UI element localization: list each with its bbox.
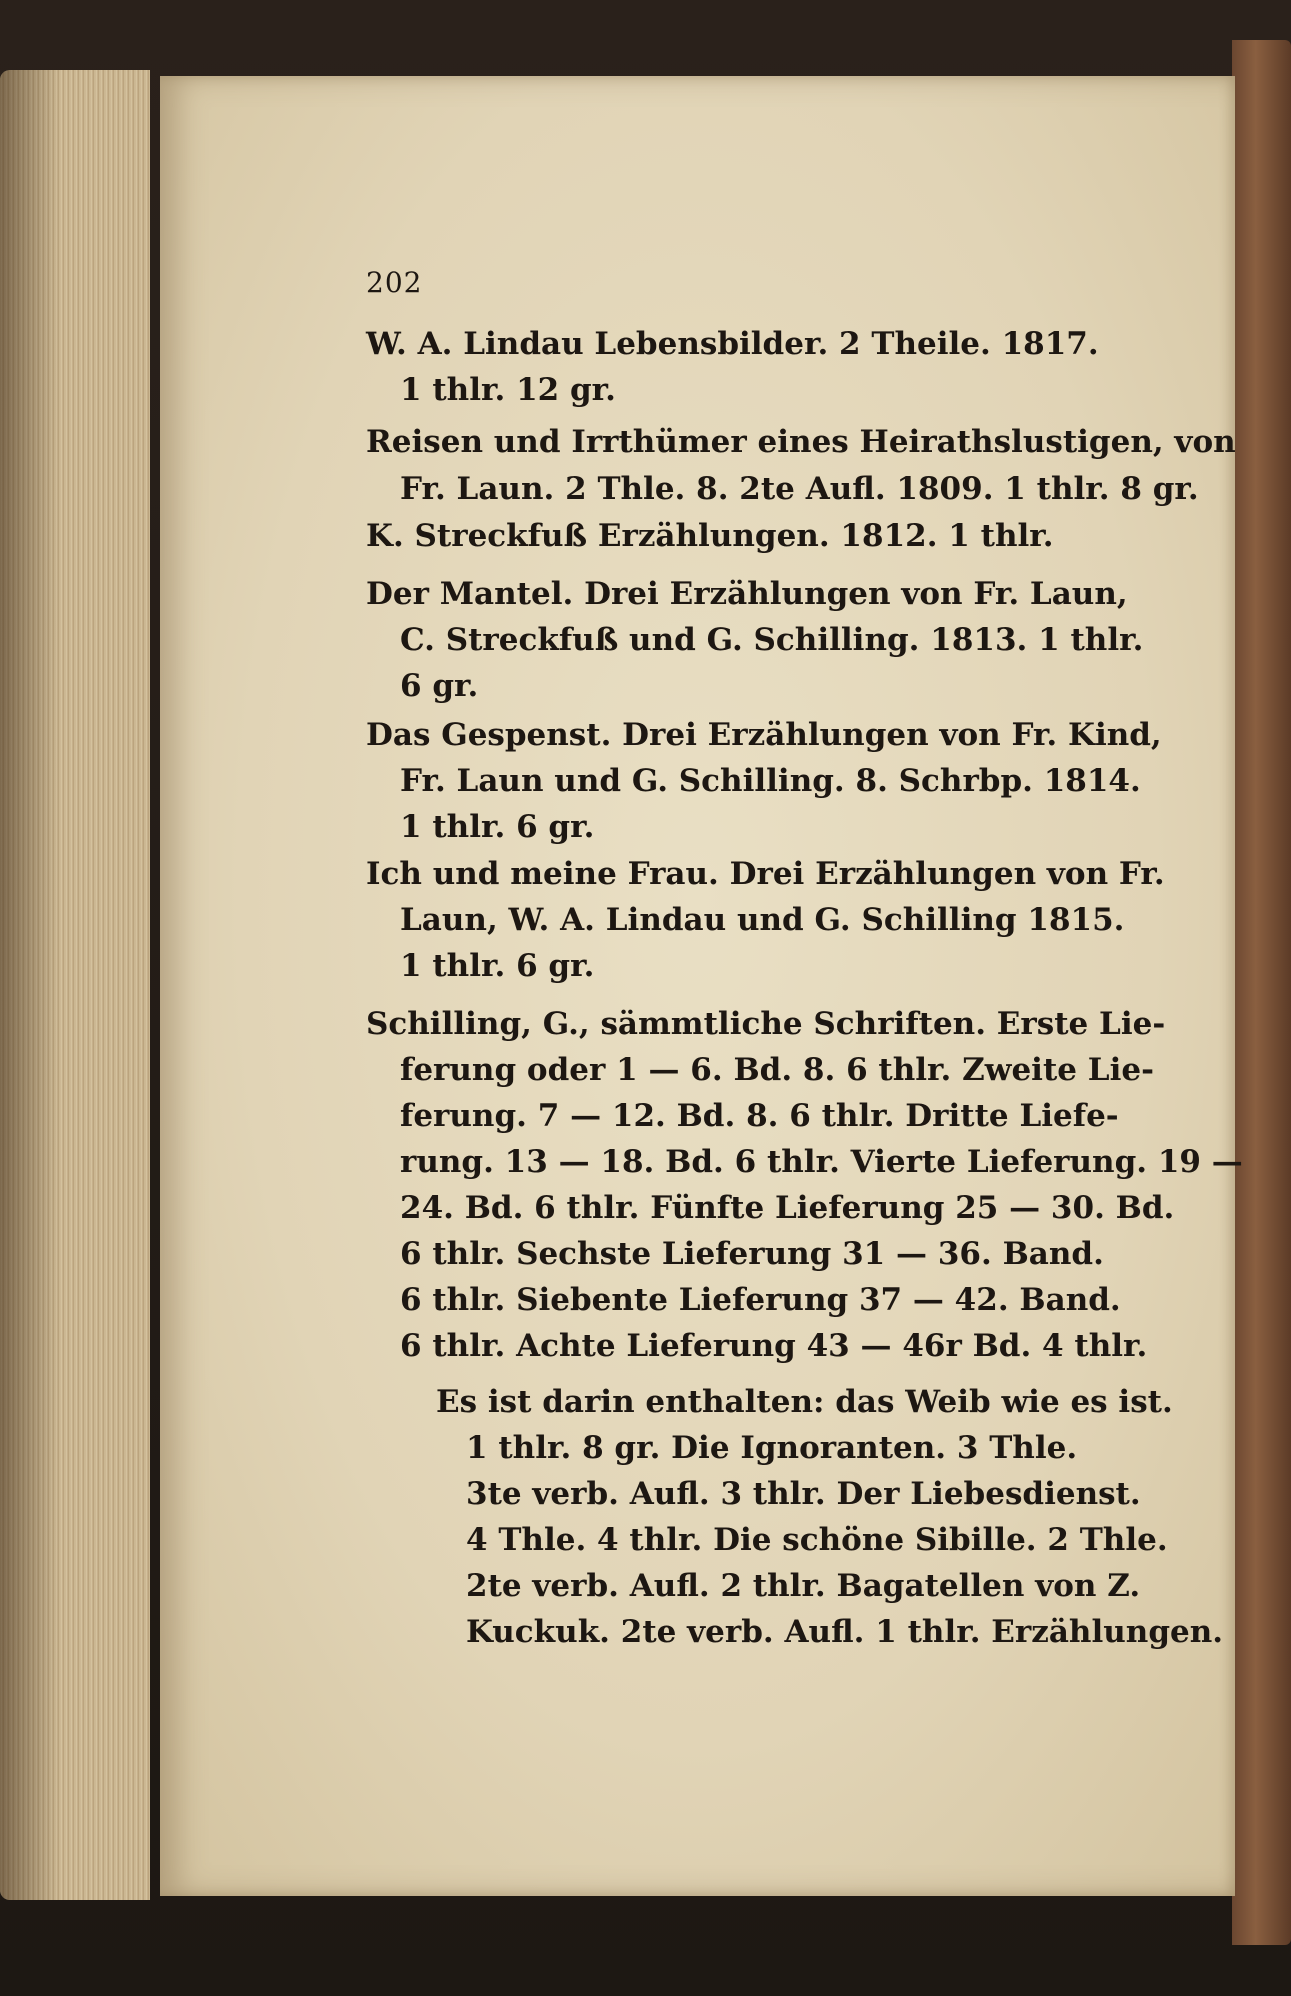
text-line: Schilling, G., sämmtliche Schriften. Erste Lie- <box>366 1006 1166 1042</box>
text-line: 3te verb. Aufl. 3 thlr. Der Liebesdienst. <box>466 1476 1141 1512</box>
page-number: 202 <box>366 266 423 299</box>
text-line: W. A. Lindau Lebensbilder. 2 Theile. 1817. <box>366 326 1099 362</box>
text-line: 4 Thle. 4 thlr. Die schöne Sibille. 2 Thle. <box>466 1522 1168 1558</box>
text-line: 6 gr. <box>400 668 479 704</box>
page-edges-shadow <box>0 70 60 1900</box>
book-page <box>160 76 1243 1896</box>
text-line: 1 thlr. 6 gr. <box>400 948 595 984</box>
text-line: 2te verb. Aufl. 2 thlr. Bagatellen von Z. <box>466 1568 1141 1604</box>
text-line: K. Streckfuß Erzählungen. 1812. 1 thlr. <box>366 518 1054 554</box>
text-line: Fr. Laun und G. Schilling. 8. Schrbp. 1814. <box>400 763 1141 799</box>
text-line: Reisen und Irrthümer eines Heirathslustigen, von <box>366 424 1236 460</box>
book-cover-edge <box>1232 40 1291 1945</box>
text-line: Laun, W. A. Lindau und G. Schilling 1815. <box>400 902 1125 938</box>
text-line: Kuckuk. 2te verb. Aufl. 1 thlr. Erzählungen. <box>466 1614 1224 1650</box>
text-line: 24. Bd. 6 thlr. Fünfte Lieferung 25 — 30. Bd. <box>400 1190 1175 1226</box>
text-line: 1 thlr. 12 gr. <box>400 372 616 408</box>
text-line: 1 thlr. 6 gr. <box>400 809 595 845</box>
text-line: rung. 13 — 18. Bd. 6 thlr. Vierte Lieferung. 19 — <box>400 1144 1243 1180</box>
text-line: 6 thlr. Sechste Lieferung 31 — 36. Band. <box>400 1236 1104 1272</box>
text-line: 6 thlr. Siebente Lieferung 37 — 42. Band. <box>400 1282 1121 1318</box>
text-line: Es ist darin enthalten: das Weib wie es ist. <box>436 1384 1173 1420</box>
text-line: Der Mantel. Drei Erzählungen von Fr. Laun, <box>366 576 1128 612</box>
text-line: Ich und meine Frau. Drei Erzählungen von Fr. <box>366 856 1165 892</box>
page-text <box>160 76 1243 1896</box>
text-line: Fr. Laun. 2 Thle. 8. 2te Aufl. 1809. 1 thlr. 8 gr. <box>400 471 1199 507</box>
text-line: Das Gespenst. Drei Erzählungen von Fr. Kind, <box>366 717 1162 753</box>
text-line: 1 thlr. 8 gr. Die Ignoranten. 3 Thle. <box>466 1430 1078 1466</box>
text-line: ferung oder 1 — 6. Bd. 8. 6 thlr. Zweite Lie- <box>400 1052 1154 1088</box>
text-line: ferung. 7 — 12. Bd. 8. 6 thlr. Dritte Liefe- <box>400 1098 1119 1134</box>
text-line: C. Streckfuß und G. Schilling. 1813. 1 thlr. <box>400 622 1144 658</box>
text-line: 6 thlr. Achte Lieferung 43 — 46r Bd. 4 thlr. <box>400 1328 1148 1364</box>
